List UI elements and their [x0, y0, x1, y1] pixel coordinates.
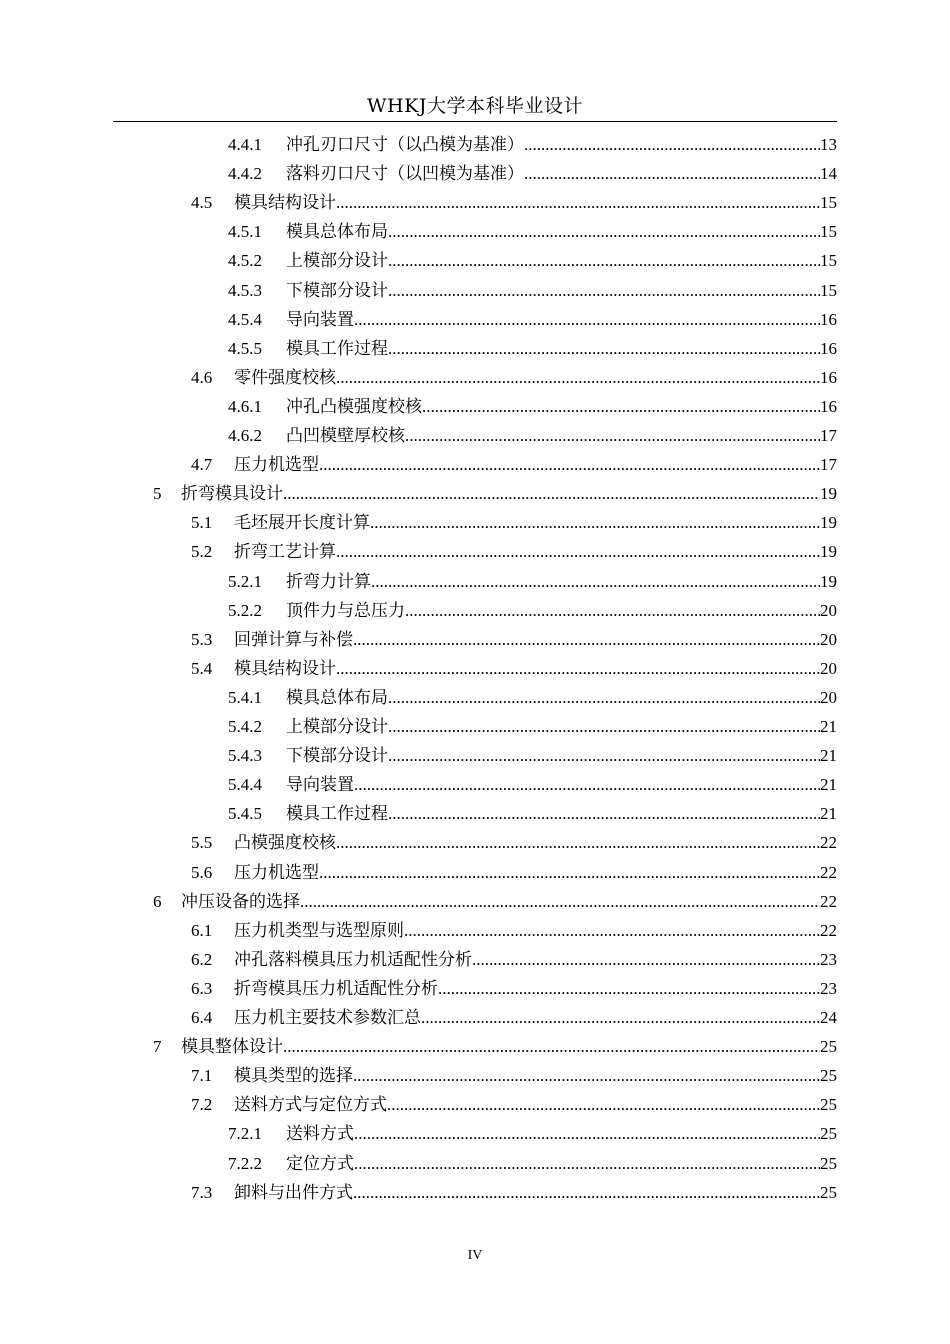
toc-entry-number: 5.4	[191, 658, 213, 678]
toc-entry-number: 5.2.1	[228, 571, 262, 591]
toc-entry-title: 送料方式	[286, 1124, 354, 1145]
toc-entry-number: 6.3	[191, 978, 213, 998]
toc-entry-page: 22	[820, 920, 837, 940]
toc-dot-leader	[388, 683, 820, 712]
toc-entry-page: 25	[820, 1037, 837, 1057]
toc-entry[interactable]	[228, 217, 837, 246]
toc-entry-page: 20	[820, 629, 837, 649]
toc-dot-leader	[336, 828, 820, 857]
toc-entry[interactable]	[228, 246, 837, 275]
toc-entry-title: 下模部分设计	[286, 746, 388, 767]
toc-entry-page: 19	[820, 513, 837, 533]
toc-entry-number: 5.2.2	[228, 600, 262, 620]
toc-entry-number: 5.3	[191, 629, 213, 649]
toc-dot-leader	[353, 1178, 820, 1207]
toc-entry-title: 模具结构设计	[234, 658, 336, 679]
toc-dot-leader	[524, 130, 820, 159]
toc-entry-title: 导向装置	[286, 775, 354, 796]
toc-entry[interactable]	[191, 974, 837, 1003]
toc-entry-title: 上模部分设计	[286, 717, 388, 737]
toc-entry-title: 折弯力计算	[286, 571, 371, 592]
toc-entry-number: 6.2	[191, 949, 213, 969]
toc-dot-leader	[354, 305, 820, 334]
toc-entry-number: 5.4.5	[228, 804, 262, 824]
toc-entry-number: 5.1	[191, 513, 213, 533]
toc-entry-number: 4.7	[191, 455, 213, 475]
page-number: IV	[467, 1248, 483, 1263]
toc-dot-leader	[388, 334, 820, 363]
toc-entry-title: 回弹计算与补偿	[234, 629, 353, 650]
toc-entry[interactable]	[191, 654, 837, 683]
toc-entry-number: 4.5	[191, 193, 213, 213]
toc-entry-title: 顶件力与总压力	[286, 600, 405, 621]
toc-entry-title: 冲孔刃口尺寸（以凸模为基准）	[286, 135, 524, 155]
toc-dot-leader	[336, 537, 820, 566]
toc-entry[interactable]	[228, 741, 837, 770]
toc-entry[interactable]	[191, 1090, 837, 1119]
toc-dot-leader	[354, 1119, 820, 1148]
toc-entry-title: 冲孔落料模具压力机适配性分析	[234, 949, 472, 970]
toc-entry-title: 模具整体设计	[181, 1037, 283, 1058]
toc-entry-title: 凸凹模壁厚校核	[286, 426, 405, 446]
toc-entry-number: 5.4.4	[228, 775, 262, 795]
toc-dot-leader	[370, 508, 820, 537]
toc-dot-leader	[353, 625, 820, 654]
toc-entry-page: 20	[820, 600, 837, 620]
toc-dot-leader	[388, 276, 820, 305]
toc-entry[interactable]	[191, 916, 837, 945]
toc-entry-number: 5.4.3	[228, 746, 262, 766]
toc-entry[interactable]	[191, 450, 837, 479]
toc-entry[interactable]	[228, 596, 837, 625]
toc-entry[interactable]	[153, 887, 837, 916]
toc-entry[interactable]	[191, 537, 837, 566]
toc-entry[interactable]	[228, 276, 837, 305]
toc-entry[interactable]	[191, 1178, 837, 1207]
toc-entry-number: 4.5.3	[228, 280, 262, 300]
toc-entry[interactable]	[228, 159, 837, 188]
toc-entry[interactable]	[228, 421, 837, 450]
toc-entry[interactable]	[228, 799, 837, 828]
toc-entry[interactable]	[191, 858, 837, 887]
toc-dot-leader	[388, 712, 820, 741]
toc-entry-title: 模具类型的选择	[234, 1066, 353, 1087]
toc-entry-title: 模具结构设计	[234, 193, 336, 214]
toc-entry-title: 卸料与出件方式	[234, 1182, 353, 1203]
toc-dot-leader	[336, 654, 820, 683]
toc-entry-title: 模具总体布局	[286, 687, 388, 708]
toc-entry-title: 零件强度校核	[234, 367, 336, 388]
toc-entry-title: 模具工作过程	[286, 804, 388, 825]
toc-entry-number: 5.5	[191, 833, 213, 853]
toc-entry[interactable]	[191, 508, 837, 537]
toc-entry-title: 压力机主要技术参数汇总	[234, 1008, 421, 1028]
toc-entry[interactable]	[191, 363, 837, 392]
toc-entry-page: 19	[820, 484, 837, 504]
toc-entry[interactable]	[228, 1119, 837, 1148]
toc-entry-page: 15	[820, 222, 837, 242]
toc-entry-title: 冲孔凸模强度校核	[286, 396, 422, 417]
toc-dot-leader	[319, 450, 820, 479]
toc-dot-leader	[421, 1003, 820, 1032]
toc-dot-leader	[405, 596, 820, 625]
toc-dot-leader	[388, 741, 820, 770]
toc-entry-page: 25	[820, 1124, 837, 1144]
toc-entry[interactable]	[153, 1032, 837, 1061]
toc-entry-page: 15	[820, 251, 837, 271]
toc-dot-leader	[300, 887, 820, 916]
toc-entry-page: 22	[820, 833, 837, 853]
toc-entry[interactable]	[228, 392, 837, 421]
toc-entry-page: 24	[820, 1008, 837, 1027]
toc-entry-number: 7	[153, 1037, 162, 1057]
toc-dot-leader	[388, 217, 820, 246]
toc-entry-number: 4.5.5	[228, 338, 262, 358]
toc-entry-title: 落料刃口尺寸（以凹模为基准）	[286, 164, 524, 185]
toc-entry-page: 21	[820, 775, 837, 795]
toc-entry-page: 25	[820, 1066, 837, 1086]
toc-entry-number: 4.4.2	[228, 164, 262, 184]
toc-entry-number: 7.1	[191, 1066, 213, 1086]
toc-entry[interactable]	[153, 479, 837, 508]
toc-entry-page: 20	[820, 687, 837, 707]
toc-entry-page: 16	[820, 309, 837, 329]
toc-entry-number: 4.6.2	[228, 426, 262, 445]
toc-entry[interactable]	[228, 334, 837, 363]
page-footer	[0, 1246, 950, 1266]
toc-entry-number: 4.5.2	[228, 251, 262, 271]
toc-entry-title: 下模部分设计	[286, 280, 388, 301]
toc-entry-page: 16	[820, 338, 837, 358]
toc-dot-leader	[353, 1061, 820, 1090]
toc-dot-leader	[405, 421, 820, 450]
toc-entry-number: 4.6	[191, 367, 213, 387]
toc-entry[interactable]	[228, 683, 837, 712]
toc-dot-leader	[472, 945, 820, 974]
toc-dot-leader	[438, 974, 820, 1003]
toc-dot-leader	[283, 1032, 820, 1061]
toc-dot-leader	[388, 799, 820, 828]
toc-entry-title: 压力机选型	[234, 455, 319, 476]
toc-entry-title: 凸模强度校核	[234, 833, 336, 854]
toc-entry-number: 5.6	[191, 862, 213, 882]
toc-entry-page: 15	[820, 193, 837, 213]
toc-entry-page: 21	[820, 746, 837, 766]
toc-dot-leader	[404, 916, 820, 945]
toc-entry-page: 17	[820, 426, 837, 445]
toc-entry-number: 6.4	[191, 1008, 213, 1027]
toc-entry-title: 送料方式与定位方式	[234, 1095, 387, 1116]
toc-entry-page: 16	[820, 396, 837, 416]
toc-entry-number: 5.2	[191, 542, 213, 562]
toc-entry-number: 7.2.1	[228, 1124, 262, 1144]
toc-entry[interactable]	[228, 1149, 837, 1178]
toc-entry-page: 25	[820, 1095, 837, 1115]
toc-dot-leader	[387, 1090, 820, 1119]
toc-entry-number: 7.2.2	[228, 1153, 262, 1173]
toc-entry-page: 21	[820, 717, 837, 736]
toc-entry-number: 5.4.1	[228, 687, 262, 707]
toc-entry[interactable]	[191, 625, 837, 654]
toc-entry-number: 7.2	[191, 1095, 213, 1115]
toc-entry-number: 7.3	[191, 1182, 213, 1202]
toc-entry-page: 14	[820, 164, 837, 184]
toc-entry-number: 5	[153, 484, 162, 504]
toc-dot-leader	[336, 363, 820, 392]
toc-dot-leader	[371, 567, 820, 596]
toc-entry-page: 13	[820, 135, 837, 154]
page-header	[113, 92, 837, 122]
toc-entry-title: 模具总体布局	[286, 222, 388, 243]
toc-entry-page: 16	[820, 367, 837, 387]
toc-entry-number: 4.6.1	[228, 396, 262, 416]
toc-entry-number: 4.4.1	[228, 135, 262, 154]
toc-entry-title: 上模部分设计	[286, 251, 388, 272]
toc-entry-page: 23	[820, 949, 837, 969]
toc-entry-title: 毛坯展开长度计算	[234, 513, 370, 534]
toc-entry-page: 22	[820, 891, 837, 911]
toc-entry[interactable]	[228, 567, 837, 596]
toc-entry-page: 19	[820, 542, 837, 562]
toc-entry-title: 折弯模具设计	[181, 484, 283, 505]
toc-entry[interactable]	[228, 770, 837, 799]
toc-entry-page: 25	[820, 1153, 837, 1173]
toc-entry-page: 20	[820, 658, 837, 678]
toc-entry-number: 4.5.1	[228, 222, 262, 242]
toc-dot-leader	[354, 1149, 820, 1178]
toc-dot-leader	[336, 188, 820, 217]
header-title: WHKJ大学本科毕业设计	[367, 95, 583, 117]
toc-entry[interactable]	[228, 130, 837, 159]
toc-entry-number: 6.1	[191, 920, 213, 940]
toc-entry-page: 21	[820, 804, 837, 824]
toc-entry-title: 冲压设备的选择	[181, 891, 300, 912]
toc-entry-title: 折弯工艺计算	[234, 542, 336, 563]
toc-entry-page: 22	[820, 862, 837, 882]
toc-entry[interactable]	[191, 828, 837, 857]
toc-entry[interactable]	[228, 712, 837, 741]
toc-entry-number: 6	[153, 891, 162, 911]
toc-entry-number: 5.4.2	[228, 717, 262, 736]
toc-dot-leader	[354, 770, 820, 799]
toc-entry[interactable]	[191, 188, 837, 217]
toc-entry-title: 导向装置	[286, 309, 354, 330]
toc-dot-leader	[319, 858, 820, 887]
toc-entry-page: 23	[820, 978, 837, 998]
toc-dot-leader	[388, 246, 820, 275]
toc-entry-page: 19	[820, 571, 837, 591]
toc-dot-leader	[283, 479, 820, 508]
toc-entry-title: 折弯模具压力机适配性分析	[234, 978, 438, 999]
toc-entry-number: 4.5.4	[228, 309, 262, 329]
toc-entry[interactable]	[191, 1003, 837, 1032]
toc-dot-leader	[422, 392, 820, 421]
toc-entry-title: 定位方式	[286, 1153, 354, 1174]
toc-entry-page: 17	[820, 455, 837, 475]
toc-entry-title: 压力机类型与选型原则	[234, 920, 404, 941]
toc-entry[interactable]	[228, 305, 837, 334]
toc-entry-title: 模具工作过程	[286, 338, 388, 359]
toc-dot-leader	[524, 159, 820, 188]
toc-entry-page: 15	[820, 280, 837, 300]
toc-entry[interactable]	[191, 1061, 837, 1090]
toc-entry-title: 压力机选型	[234, 862, 319, 883]
toc-entry-page: 25	[820, 1182, 837, 1202]
toc-entry[interactable]	[191, 945, 837, 974]
